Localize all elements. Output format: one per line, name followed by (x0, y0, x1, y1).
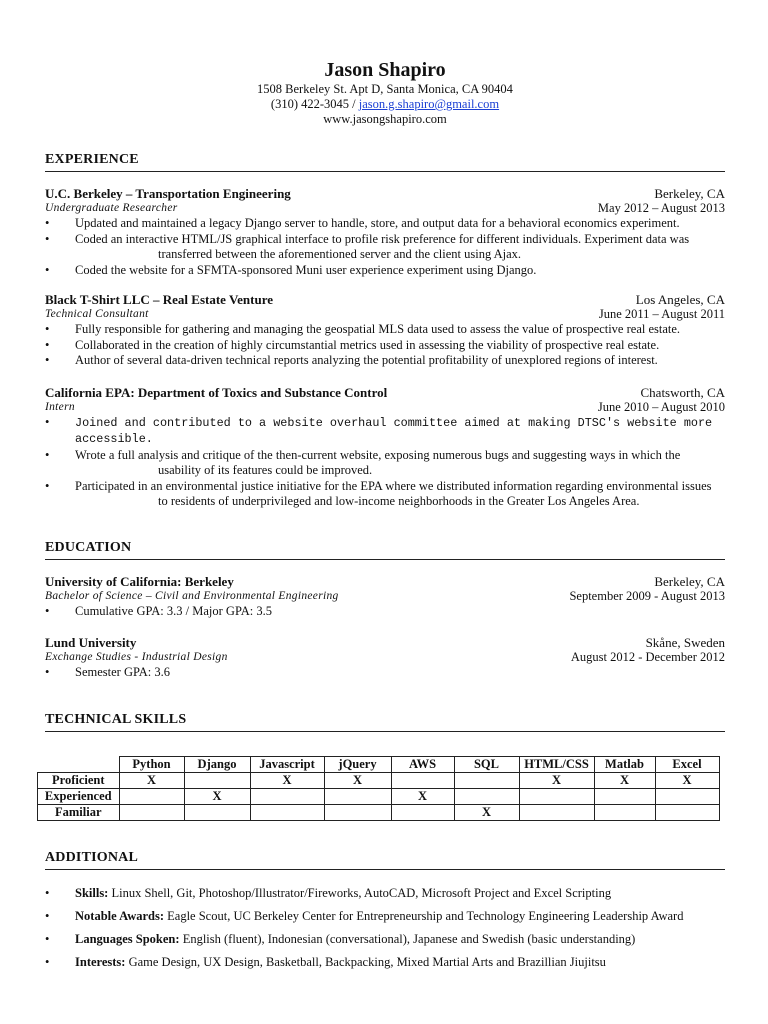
skill-column-header: Excel (655, 756, 719, 772)
skill-row-proficient: Proficient X X X X X X (38, 772, 720, 788)
additional-item: • Skills: Linux Shell, Git, Photoshop/Illustrator/Fireworks, AutoCAD, Microsoft Project and Excel Scripting (45, 885, 612, 900)
resume-header (45, 58, 725, 127)
job-dates: June 2010 – August 2010 (597, 399, 725, 414)
skill-level-label: Experienced (38, 788, 120, 804)
job-entry (45, 186, 725, 278)
job-location: Los Angeles, CA (635, 292, 725, 307)
skill-column-header: Javascript (250, 756, 324, 772)
bullet-item: • Collaborated in the creation of highly circumstantial metrics used in assessing the viability of prospective real estate. (45, 337, 660, 352)
skill-column-header: Django (184, 756, 250, 772)
job-entry (45, 292, 725, 369)
job-org: Black T-Shirt LLC – Real Estate Venture (45, 292, 274, 307)
degree: Bachelor of Science – Civil and Environmental Engineering (45, 589, 339, 602)
school-location: Skåne, Sweden (645, 635, 725, 650)
skill-column-header: Python (119, 756, 184, 772)
bullet-item: • Semester GPA: 3.6 (45, 665, 171, 679)
education-section (45, 540, 725, 681)
skill-row-experienced: Experienced X X (38, 788, 720, 804)
bullet-item: • Author of several data-driven technical reports analyzing the potential profitability of unexplored regions of interest. (45, 353, 658, 367)
bullet-item: • Participated in an environmental justice initiative for the EPA where we distributed information regarding environmental issues to residents of underprivileged and low-income neighborhoods in the Greater Los Angeles Area. (45, 478, 712, 508)
skill-column-header: AWS (391, 756, 454, 772)
bullet-item: • Fully responsible for gathering and managing the geospatial MLS data used to assess the value of prospective real estate. (45, 322, 681, 336)
skill-level-label: Proficient (38, 772, 120, 788)
job-location: Chatsworth, CA (640, 384, 725, 400)
bullet-item: • Wrote a full analysis and critique of the then-current website, exposing numerous bugs and suggesting ways in which the usability of its features could be improved. (45, 447, 681, 477)
skill-column-header: HTML/CSS (519, 756, 594, 772)
additional-item: • Interests: Game Design, UX Design, Basketball, Backpacking, Mixed Martial Arts and Brazillian Jiujitsu (45, 954, 606, 969)
phone-email-line (45, 97, 725, 112)
job-role: Intern (45, 400, 75, 413)
school-dates: September 2009 - August 2013 (569, 588, 725, 603)
job-entry (45, 385, 725, 510)
section-title-experience: EXPERIENCE (45, 152, 725, 172)
skill-level-label: Familiar (38, 804, 120, 820)
school-dates: August 2012 - December 2012 (570, 650, 725, 664)
school-location: Berkeley, CA (654, 573, 725, 589)
skill-column-header: Matlab (594, 756, 655, 772)
skill-column-header: jQuery (324, 756, 391, 772)
job-role: Technical Consultant (45, 308, 149, 320)
additional-item: • Notable Awards: Eagle Scout, UC Berkeley Center for Entrepreneurship and Technology Engineering Leadership Award (45, 908, 684, 923)
experience-section (45, 152, 725, 510)
bullet-item: • Cumulative GPA: 3.3 / Major GPA: 3.5 (45, 603, 273, 618)
website: www.jasongshapiro.com (323, 112, 447, 126)
school-entry (45, 574, 725, 620)
bullet-item: • Coded the website for a SFMTA-sponsored Muni user experience experiment using Django. (45, 262, 537, 277)
job-org: California EPA: Department of Toxics and Substance Control (45, 384, 388, 400)
skills-section (45, 712, 725, 821)
school-entry (45, 635, 725, 681)
job-role: Undergraduate Researcher (45, 202, 178, 214)
section-title-skills: TECHNICAL SKILLS (45, 712, 725, 732)
degree: Exchange Studies - Industrial Design (45, 651, 228, 663)
resume-page (45, 0, 725, 974)
school-name: University of California: Berkeley (45, 573, 234, 589)
bullet-item: • Joined and contributed to a website overhaul committee aimed at making DTSC's website more accessible. (45, 414, 713, 446)
job-dates: June 2011 – August 2011 (598, 307, 725, 321)
additional-item: • Languages Spoken: English (fluent), Indonesian (conversational), Japanese and Swedish (basic understanding) (45, 931, 636, 946)
section-title-additional: ADDITIONAL (45, 850, 725, 870)
job-location: Berkeley, CA (654, 186, 725, 201)
skills-table (37, 756, 720, 821)
section-title-education: EDUCATION (45, 540, 725, 560)
skill-row-familiar: Familiar X (38, 804, 720, 820)
school-name: Lund University (45, 635, 137, 650)
job-org: U.C. Berkeley – Transportation Engineering (45, 186, 291, 201)
candidate-name: Jason Shapiro (324, 59, 446, 81)
job-dates: May 2012 – August 2013 (597, 201, 725, 215)
address: 1508 Berkeley St. Apt D, Santa Monica, CA 90404 (257, 82, 513, 96)
email-link[interactable]: jason.g.shapiro@gmail.com (358, 97, 500, 111)
phone: (310) 422-3045 / (270, 97, 359, 111)
bullet-item: • Updated and maintained a legacy Django server to handle, store, and output data for a behavioral economics experiment. (45, 216, 680, 230)
bullet-item: • Coded an interactive HTML/JS graphical interface to profile risk preference for different individuals. Experiment data was transferred between the aforementioned server and the client using Ajax. (45, 231, 690, 261)
skill-column-header: SQL (454, 756, 519, 772)
additional-section (45, 850, 725, 974)
